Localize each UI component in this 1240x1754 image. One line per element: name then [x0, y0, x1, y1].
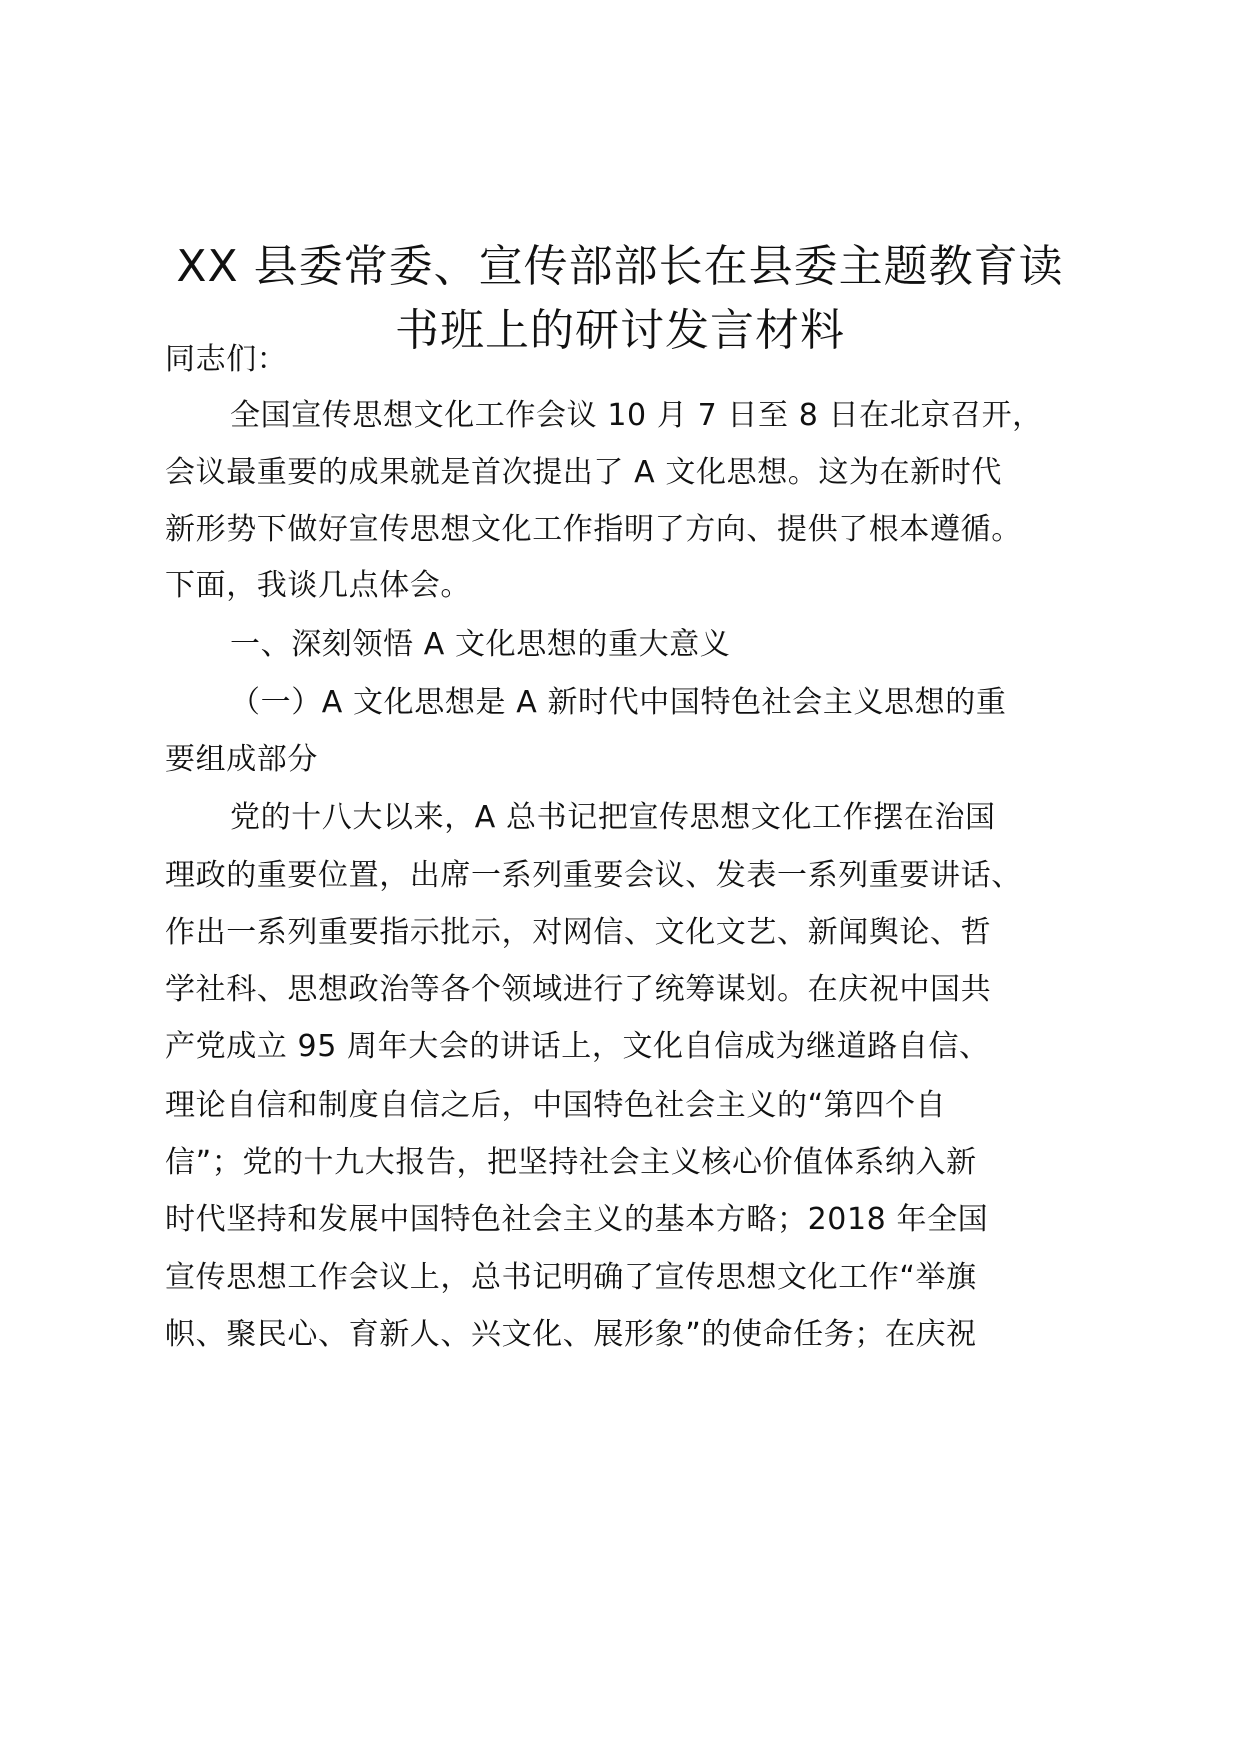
paragraph-line: 时代坚持和发展中国特色社会主义的基本方略；2018 年全国 — [165, 1202, 989, 1237]
paragraph-line: 全国宣传思想文化工作会议 10 月 7 日至 8 日在北京召开， — [230, 398, 1043, 433]
paragraph-line: 产党成立 95 周年大会的讲话上，文化自信成为继道路自信、 — [165, 1029, 990, 1064]
paragraph-line: 理政的重要位置，出席一系列重要会议、发表一系列重要讲话、 — [165, 858, 1022, 893]
subsection-heading-line: （一）A 文化思想是 A 新时代中国特色社会主义思想的重 — [230, 685, 1007, 720]
salutation: 同志们： — [165, 342, 288, 377]
subsection-heading-line: 要组成部分 — [165, 742, 318, 777]
section-heading: 一、深刻领悟 A 文化思想的重大意义 — [230, 627, 731, 662]
paragraph-line: 作出一系列重要指示批示，对网信、文化文艺、新闻舆论、哲 — [165, 915, 992, 950]
paragraph-line: 信”；党的十九大报告，把坚持社会主义核心价值体系纳入新 — [165, 1145, 977, 1180]
paragraph-line: 学社科、思想政治等各个领域进行了统筹谋划。在庆祝中国共 — [165, 972, 992, 1007]
paragraph-line: 理论自信和制度自信之后，中国特色社会主义的“第四个自 — [165, 1088, 947, 1123]
paragraph-line: 党的十八大以来，A 总书记把宣传思想文化工作摆在治国 — [230, 800, 996, 835]
paragraph-line: 宣传思想工作会议上，总书记明确了宣传思想文化工作“举旗 — [165, 1260, 977, 1295]
document-title-line-1: XX 县委常委、宣传部部长在县委主题教育读 — [176, 241, 1064, 292]
document-title-line-2: 书班上的研讨发言材料 — [395, 305, 845, 356]
paragraph-line: 下面，我谈几点体会。 — [165, 568, 471, 603]
paragraph-line: 帜、聚民心、育新人、兴文化、展形象”的使命任务；在庆祝 — [165, 1317, 977, 1352]
paragraph-line: 新形势下做好宣传思想文化工作指明了方向、提供了根本遵循。 — [165, 512, 1022, 547]
paragraph-line: 会议最重要的成果就是首次提出了 A 文化思想。这为在新时代 — [165, 455, 1002, 490]
